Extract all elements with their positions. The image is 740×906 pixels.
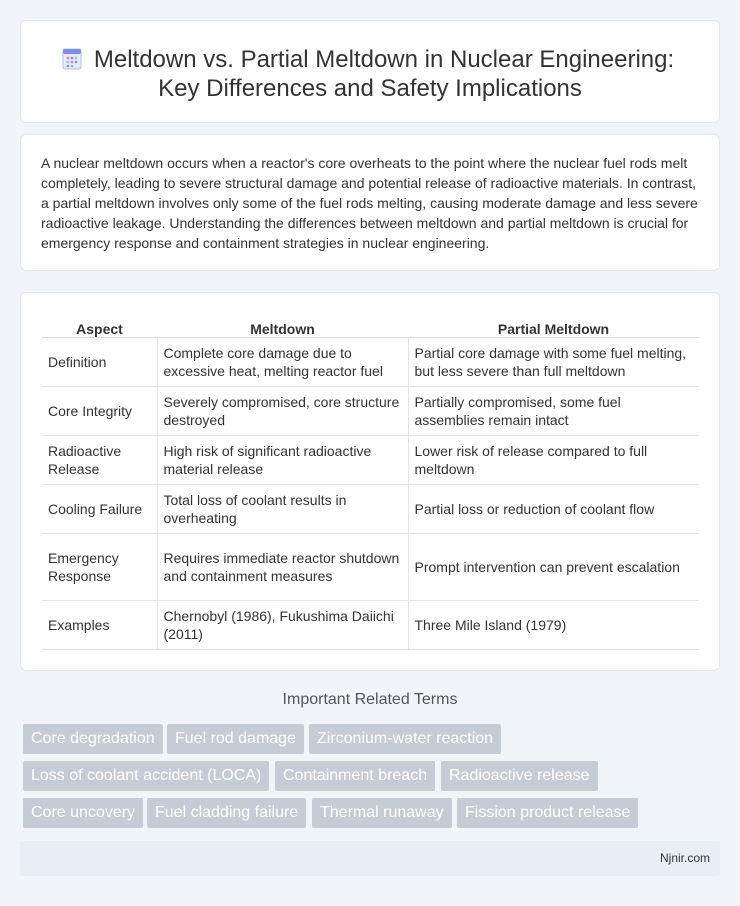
tag-fuel-cladding-failure[interactable]: Fuel cladding failure: [147, 798, 306, 828]
tag-core-uncovery[interactable]: Core uncovery: [23, 798, 143, 828]
footer-site-link[interactable]: Njnir.com: [659, 851, 710, 865]
title-line-1: Meltdown vs. Partial Meltdown in Nuclear Engineering:: [93, 46, 675, 73]
table-row: [42, 337, 699, 386]
table-row: [42, 533, 699, 600]
cell-aspect: Emergency Response: [42, 533, 157, 600]
tag-radioactive-release[interactable]: Radioactive release: [441, 761, 598, 791]
cell-meltdown: Severely compromised, core structure destroyed: [157, 386, 408, 435]
comparison-table-card: [20, 292, 720, 671]
cell-meltdown: Complete core damage due to excessive heat, melting reactor fuel: [157, 337, 408, 386]
tag-fission-product-release[interactable]: Fission product release: [457, 798, 638, 828]
header-aspect: Aspect: [42, 315, 157, 337]
comparison-table: [42, 315, 699, 650]
summary-text: A nuclear meltdown occurs when a reactor's core overheats to the point where the nuclear fuel rods melt completely, leading to severe structural damage and potential release of radioactive materials. In contrast, a partial meltdown involves only some of the fuel rods melting, causing moderate damage and less severe radioactive leakage. Understanding the differences between meltdown and partial meltdown is crucial for emergency response and containment strategies in nuclear engineering.: [41, 155, 698, 251]
cell-partial: Three Mile Island (1979): [408, 600, 699, 649]
tag-core-degradation[interactable]: Core degradation: [23, 724, 163, 754]
tag-containment-breach[interactable]: Containment breach: [275, 761, 435, 791]
tag-zirconium-water-reaction[interactable]: Zirconium-water reaction: [309, 724, 501, 754]
table-row: [42, 600, 699, 649]
page-title: [21, 45, 719, 103]
cell-partial: Lower risk of release compared to full meltdown: [408, 435, 699, 484]
cell-meltdown: Total loss of coolant results in overheating: [157, 484, 408, 533]
cell-meltdown: High risk of significant radioactive material release: [157, 435, 408, 484]
title-card: [20, 20, 720, 123]
table-row: [42, 484, 699, 533]
cell-aspect: Core Integrity: [42, 386, 157, 435]
cell-aspect: Cooling Failure: [42, 484, 157, 533]
cell-aspect: Radioactive Release: [42, 435, 157, 484]
title-line-2: Key Differences and Safety Implications: [158, 75, 582, 102]
cell-aspect: Examples: [42, 600, 157, 649]
tag-thermal-runaway[interactable]: Thermal runaway: [312, 798, 452, 828]
header-meltdown: Meltdown: [157, 315, 408, 337]
cell-partial: Partially compromised, some fuel assemblies remain intact: [408, 386, 699, 435]
tag-loca[interactable]: Loss of coolant accident (LOCA): [23, 761, 269, 791]
summary-card: [20, 134, 720, 271]
table-row: [42, 435, 699, 484]
table-header-row: [42, 315, 699, 337]
header-partial-meltdown: Partial Meltdown: [408, 315, 699, 337]
cell-meltdown: Requires immediate reactor shutdown and containment measures: [157, 533, 408, 600]
cell-partial: Prompt intervention can prevent escalation: [408, 533, 699, 600]
related-terms-title: Important Related Terms: [282, 691, 458, 708]
cell-meltdown: Chernobyl (1986), Fukushima Daiichi (2011): [157, 600, 408, 649]
cell-aspect: Definition: [42, 337, 157, 386]
footer: [20, 841, 720, 876]
tag-fuel-rod-damage[interactable]: Fuel rod damage: [167, 724, 304, 754]
cell-partial: Partial loss or reduction of coolant flow: [408, 484, 699, 533]
table-row: [42, 386, 699, 435]
cell-partial: Partial core damage with some fuel melting, but less severe than full meltdown: [408, 337, 699, 386]
